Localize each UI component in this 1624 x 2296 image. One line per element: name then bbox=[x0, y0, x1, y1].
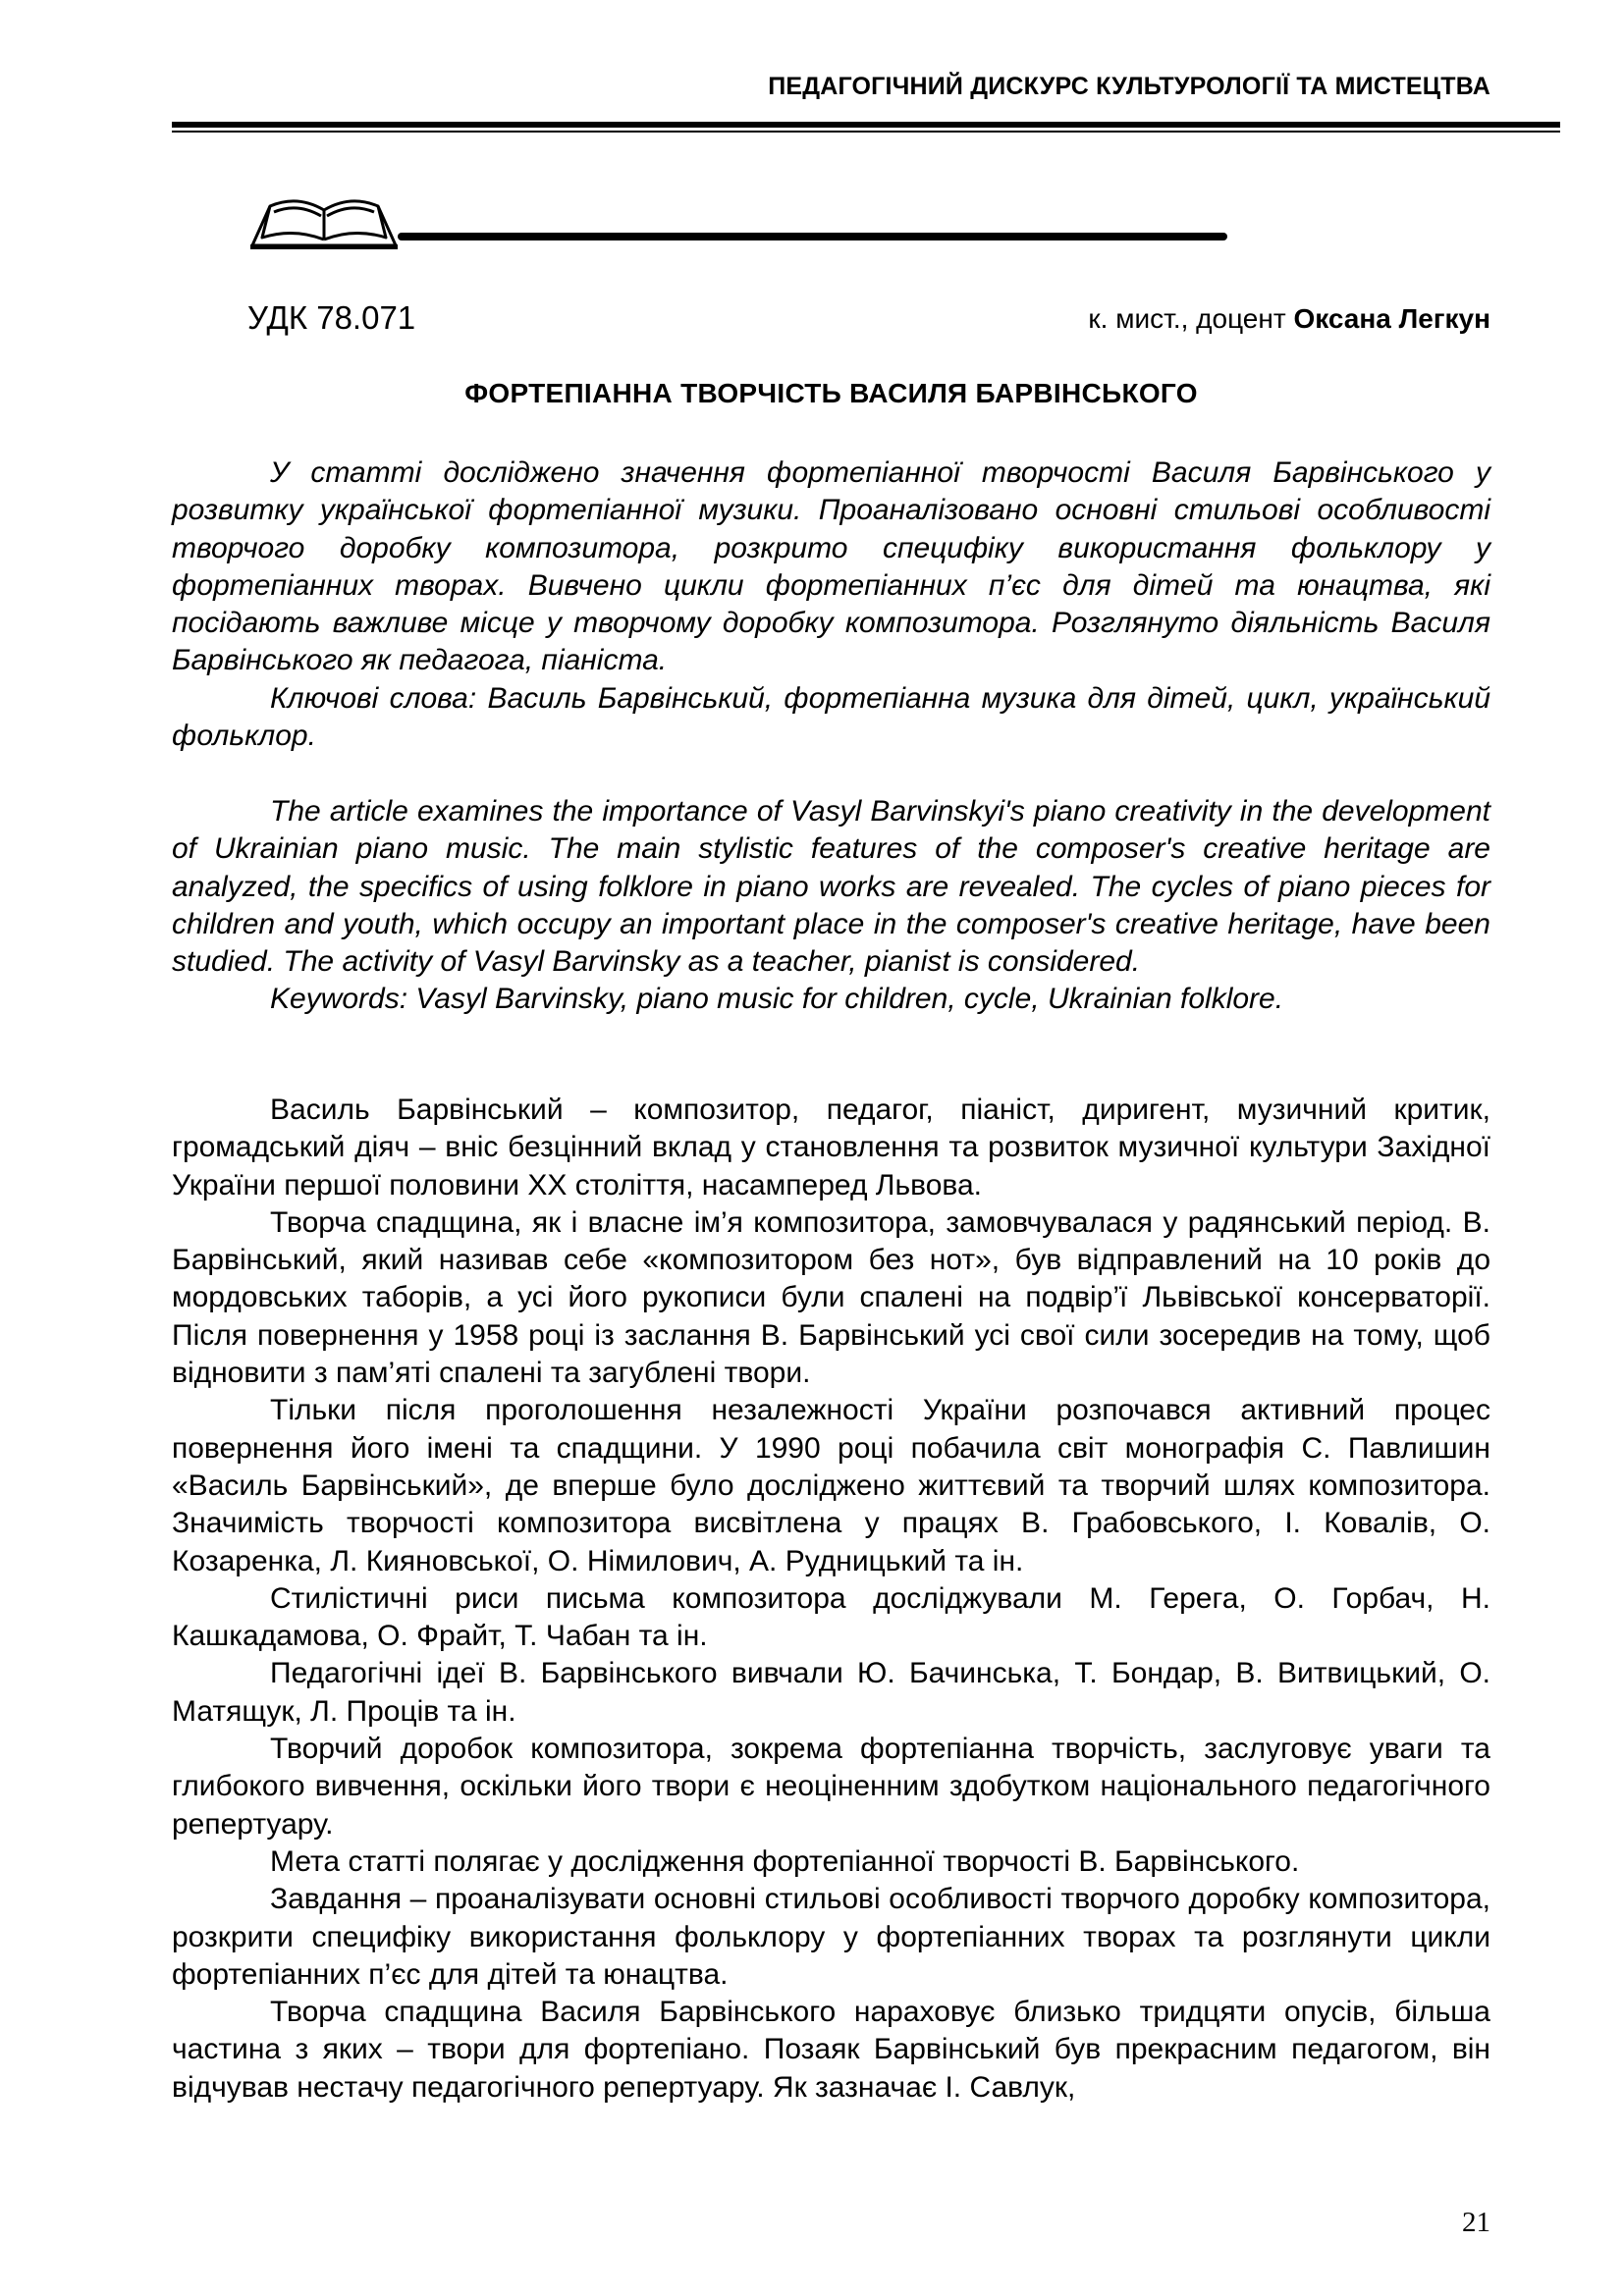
article-body bbox=[172, 1092, 1490, 2107]
abstract-en-text: The article examines the importance of Vasyl Barvinskyi's piano creativity in the development of Ukrainian piano music. The main stylistic features of the composer's creative heritage are analyzed, the specifics of using folklore in piano works are revealed. The cycles of piano pieces for children and youth, which occupy an important place in the composer's creative heritage, have been studied. The activity of Vasyl Barvinsky as a teacher, pianist is considered. bbox=[172, 795, 1490, 979]
body-paragraph: Мета статті полягає у дослідження фортепіанної творчості В. Барвінського. bbox=[270, 1844, 1300, 1878]
abstract-en-keywords: Keywords: Vasyl Barvinsky, piano music for children, cycle, Ukrainian folklore. bbox=[270, 983, 1284, 1016]
body-paragraph: Василь Барвінський – композитор, педагог, піаніст, диригент, музичний критик, громадський діяч – вніс безцінний вклад у становлення та розвиток музичної культури Західної України першої половини ХХ століття, насамперед Львова. bbox=[172, 1094, 1490, 1201]
body-paragraph: Творча спадщина Василя Барвінського нараховує близько тридцяти опусів, більша частина з яких – твори для фортепіано. Позаяк Барвінський був прекрасним педагогом, він відчував нестачу педагогічного репертуару. Як зазначає І. Савлук, bbox=[172, 1996, 1490, 2104]
running-header-title: ПЕДАГОГІЧНИЙ ДИСКУРС КУЛЬТУРОЛОГІЇ ТА МИСТЕЦТВА bbox=[768, 73, 1490, 100]
header-rule-thin bbox=[172, 131, 1560, 133]
abstract-ukrainian bbox=[172, 454, 1490, 755]
header-rule-thick bbox=[172, 122, 1560, 128]
abstract-uk-text: У статті досліджено значення фортепіанної творчості Василя Барвінського у розвитку української фортепіанної музики. Проаналізовано основні стильові особливості творчого доробку композитора, розкрито специфіку використання фольклору у фортепіанних творах. Вивчено цикли фортепіанних п’єс для дітей та юнацтва, які посідають важливе місце у творчому доробку композитора. Розглянуто діяльність Василя Барвінського як педагога, піаніста. bbox=[172, 456, 1490, 677]
page-number: 21 bbox=[1462, 2207, 1490, 2238]
article-title: ФОРТЕПІАННА ТВОРЧІСТЬ ВАСИЛЯ БАРВІНСЬКОГО bbox=[464, 378, 1198, 408]
author-line bbox=[1088, 303, 1490, 335]
body-paragraph: Завдання – проаналізувати основні стильові особливості творчого доробку композитора, розкрити специфіку використання фольклору у фортепіанних творах та розглянути цикли фортепіанних п’єс для дітей та юнацтва. bbox=[172, 1883, 1490, 1991]
body-paragraph: Творча спадщина, як і власне ім’я композитора, замовчувалася у радянський період. В. Барвінський, який називав себе «композитором без нот», був відправлений на 10 років до мордовських таборів, а усі його рукописи були спалені на подвір’ї Львівської консерваторії. Після повернення у 1958 році із заслання В. Барвінський усі свої сили зосередив на тому, щоб відновити з пам’яті спалені та загублені твори. bbox=[172, 1205, 1490, 1390]
body-paragraph: Тільки після проголошення незалежності України розпочався активний процес повернення його імені та спадщини. У 1990 році побачила світ монографія С. Павлишин «Василь Барвінський», де вперше було досліджено життєвий та творчий шлях композитора. Значимість творчості композитора висвітлена у працях В. Грабовського, І. Ковалів, О. Козаренка, Л. Кияновської, О. Німилович, А. Рудницький та ін. bbox=[172, 1394, 1490, 1577]
body-paragraph: Творчий доробок композитора, зокрема фортепіанна творчість, заслуговує уваги та глибокого вивчення, оскільки його твори є неоціненним здобутком національного педагогічного репертуару. bbox=[172, 1733, 1490, 1841]
author-name: Оксана Легкун bbox=[1293, 303, 1490, 334]
body-paragraph: Педагогічні ідеї В. Барвінського вивчали Ю. Бачинська, Т. Бондар, В. Витвицький, О. Матящук, Л. Проців та ін. bbox=[172, 1657, 1490, 1728]
open-book-icon bbox=[250, 190, 398, 249]
body-paragraph: Стилістичні риси письма композитора досліджували М. Герега, О. Горбач, Н. Кашкадамова, О. Фрайт, Т. Чабан та ін. bbox=[172, 1581, 1490, 1653]
abstract-english bbox=[172, 793, 1490, 1019]
title-ornament-bar bbox=[398, 233, 1227, 240]
udc-code: УДК 78.071 bbox=[247, 299, 416, 336]
abstract-uk-keywords: Ключові слова: Василь Барвінський, фортепіанна музика для дітей, цикл, український фольклор. bbox=[172, 681, 1490, 753]
author-degree: к. мист., доцент bbox=[1088, 303, 1286, 334]
